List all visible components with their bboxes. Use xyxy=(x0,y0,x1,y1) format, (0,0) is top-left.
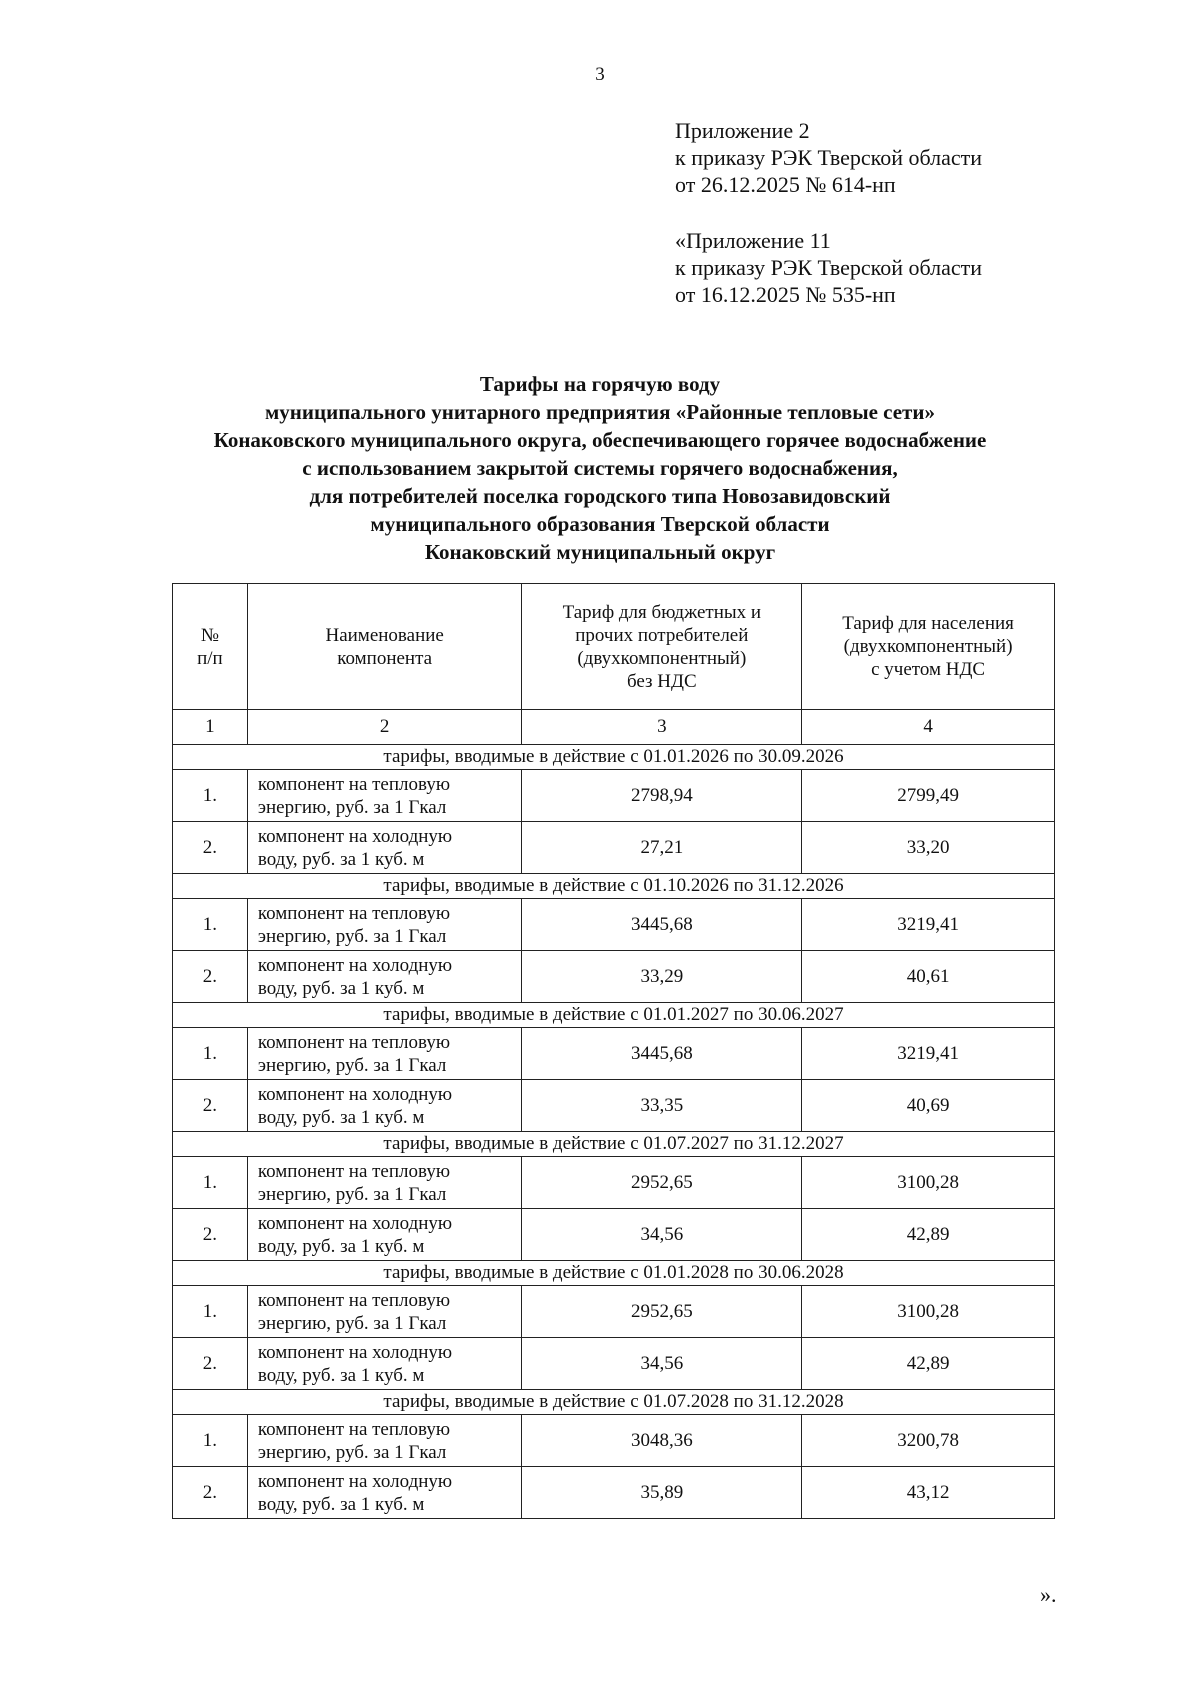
component-name: компонент на холодную воду, руб. за 1 куб. м xyxy=(247,1209,522,1261)
document-title xyxy=(0,370,1200,566)
population-tariff-value: 43,12 xyxy=(802,1467,1055,1519)
column-number-row xyxy=(173,710,1055,745)
header-population-tariff: Тариф для населения (двухкомпонентный) с учетом НДС xyxy=(802,584,1055,710)
table-row xyxy=(173,1080,1055,1132)
budget-tariff-value: 34,56 xyxy=(522,1338,802,1390)
closing-quote-mark: ». xyxy=(1040,1582,1057,1607)
title-line: Конаковского муниципального округа, обеспечивающего горячее водоснабжение xyxy=(213,428,987,452)
row-number: 2. xyxy=(173,1338,248,1390)
period-row xyxy=(173,1132,1055,1157)
table-row xyxy=(173,1157,1055,1209)
table-row xyxy=(173,1028,1055,1080)
table-row xyxy=(173,1467,1055,1519)
row-number: 2. xyxy=(173,951,248,1003)
annex-line: Приложение 2 xyxy=(675,118,810,143)
table-row xyxy=(173,1415,1055,1467)
row-number: 2. xyxy=(173,1467,248,1519)
row-number: 2. xyxy=(173,822,248,874)
period-row xyxy=(173,745,1055,770)
population-tariff-value: 33,20 xyxy=(802,822,1055,874)
row-number: 2. xyxy=(173,1080,248,1132)
population-tariff-value: 3200,78 xyxy=(802,1415,1055,1467)
annex-line: к приказу РЭК Тверской области xyxy=(675,145,983,170)
component-name: компонент на холодную воду, руб. за 1 куб. м xyxy=(247,822,522,874)
component-name: компонент на тепловую энергию, руб. за 1 Гкал xyxy=(247,1157,522,1209)
row-number: 1. xyxy=(173,770,248,822)
annex-line: к приказу РЭК Тверской области xyxy=(675,255,983,280)
title-line: муниципального унитарного предприятия «Районные тепловые сети» xyxy=(265,400,935,424)
period-row xyxy=(173,1261,1055,1286)
budget-tariff-value: 3445,68 xyxy=(522,1028,802,1080)
budget-tariff-value: 2798,94 xyxy=(522,770,802,822)
row-number: 2. xyxy=(173,1209,248,1261)
table-row xyxy=(173,899,1055,951)
budget-tariff-value: 33,29 xyxy=(522,951,802,1003)
component-name: компонент на тепловую энергию, руб. за 1 Гкал xyxy=(247,770,522,822)
table-header-row xyxy=(173,584,1055,710)
annex-line: «Приложение 11 xyxy=(675,228,831,253)
annex-amended-header xyxy=(675,227,982,308)
row-number: 1. xyxy=(173,1286,248,1338)
component-name: компонент на тепловую энергию, руб. за 1 Гкал xyxy=(247,1286,522,1338)
period-row xyxy=(173,1390,1055,1415)
title-line: с использованием закрытой системы горячего водоснабжения, xyxy=(302,456,898,480)
annex-line: от 16.12.2025 № 535-нп xyxy=(675,282,896,307)
annex-current-header xyxy=(675,117,982,198)
component-name: компонент на тепловую энергию, руб. за 1 Гкал xyxy=(247,1415,522,1467)
title-line: для потребителей поселка городского типа Новозавидовский xyxy=(309,484,891,508)
budget-tariff-value: 3048,36 xyxy=(522,1415,802,1467)
population-tariff-value: 3219,41 xyxy=(802,1028,1055,1080)
period-label: тарифы, вводимые в действие с 01.07.2027 по 31.12.2027 xyxy=(173,1132,1055,1157)
component-name: компонент на тепловую энергию, руб. за 1 Гкал xyxy=(247,899,522,951)
component-name: компонент на холодную воду, руб. за 1 куб. м xyxy=(247,1338,522,1390)
budget-tariff-value: 35,89 xyxy=(522,1467,802,1519)
population-tariff-value: 3219,41 xyxy=(802,899,1055,951)
component-name: компонент на холодную воду, руб. за 1 куб. м xyxy=(247,951,522,1003)
row-number: 1. xyxy=(173,1157,248,1209)
table-row xyxy=(173,1338,1055,1390)
population-tariff-value: 3100,28 xyxy=(802,1286,1055,1338)
component-name: компонент на тепловую энергию, руб. за 1 Гкал xyxy=(247,1028,522,1080)
population-tariff-value: 42,89 xyxy=(802,1209,1055,1261)
column-number: 2 xyxy=(247,710,522,745)
column-number: 4 xyxy=(802,710,1055,745)
title-line: Тарифы на горячую воду xyxy=(479,372,721,396)
period-label: тарифы, вводимые в действие с 01.07.2028 по 31.12.2028 xyxy=(173,1390,1055,1415)
budget-tariff-value: 2952,65 xyxy=(522,1157,802,1209)
period-label: тарифы, вводимые в действие с 01.01.2028 по 30.06.2028 xyxy=(173,1261,1055,1286)
budget-tariff-value: 34,56 xyxy=(522,1209,802,1261)
table-row xyxy=(173,770,1055,822)
population-tariff-value: 3100,28 xyxy=(802,1157,1055,1209)
table-row xyxy=(173,822,1055,874)
row-number: 1. xyxy=(173,1028,248,1080)
period-row xyxy=(173,1003,1055,1028)
column-number: 3 xyxy=(522,710,802,745)
budget-tariff-value: 2952,65 xyxy=(522,1286,802,1338)
period-label: тарифы, вводимые в действие с 01.01.2026 по 30.09.2026 xyxy=(173,745,1055,770)
period-label: тарифы, вводимые в действие с 01.01.2027 по 30.06.2027 xyxy=(173,1003,1055,1028)
population-tariff-value: 2799,49 xyxy=(802,770,1055,822)
annex-line: от 26.12.2025 № 614-нп xyxy=(675,172,896,197)
population-tariff-value: 40,69 xyxy=(802,1080,1055,1132)
population-tariff-value: 42,89 xyxy=(802,1338,1055,1390)
header-budget-tariff: Тариф для бюджетных и прочих потребителей (двухкомпонентный) без НДС xyxy=(522,584,802,710)
row-number: 1. xyxy=(173,899,248,951)
row-number: 1. xyxy=(173,1415,248,1467)
budget-tariff-value: 27,21 xyxy=(522,822,802,874)
table-row xyxy=(173,951,1055,1003)
column-number: 1 xyxy=(173,710,248,745)
title-line: муниципального образования Тверской области xyxy=(370,512,830,536)
header-number: № п/п xyxy=(173,584,248,710)
component-name: компонент на холодную воду, руб. за 1 куб. м xyxy=(247,1080,522,1132)
header-component-name: Наименование компонента xyxy=(247,584,522,710)
period-row xyxy=(173,874,1055,899)
title-line: Конаковский муниципальный округ xyxy=(424,540,776,564)
page-number: 3 xyxy=(595,64,605,85)
population-tariff-value: 40,61 xyxy=(802,951,1055,1003)
budget-tariff-value: 33,35 xyxy=(522,1080,802,1132)
table-row xyxy=(173,1286,1055,1338)
tariff-table xyxy=(172,583,1055,1519)
period-label: тарифы, вводимые в действие с 01.10.2026 по 31.12.2026 xyxy=(173,874,1055,899)
component-name: компонент на холодную воду, руб. за 1 куб. м xyxy=(247,1467,522,1519)
table-row xyxy=(173,1209,1055,1261)
budget-tariff-value: 3445,68 xyxy=(522,899,802,951)
